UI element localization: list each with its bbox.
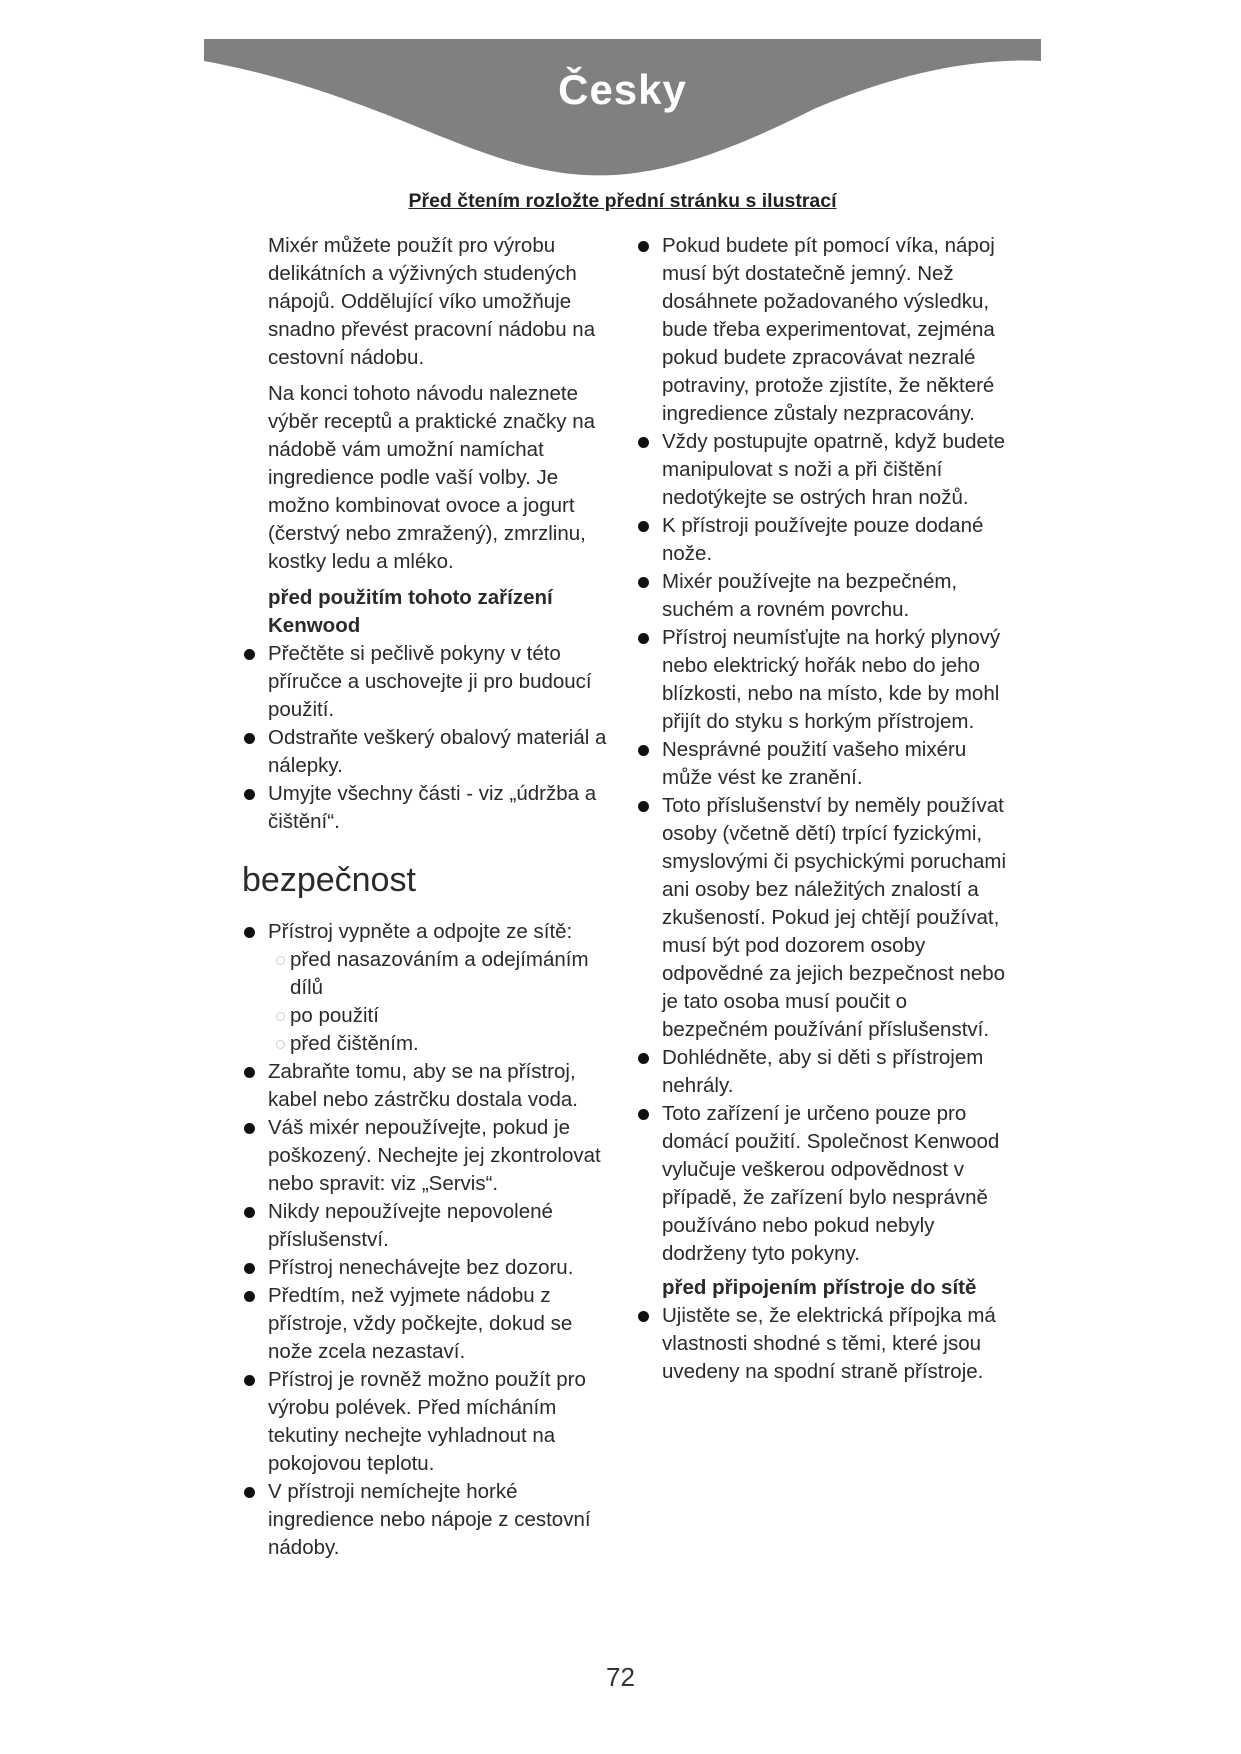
list-item: Toto příslušenství by neměly používat osoby (včetně dětí) trpící fyzickými, smyslovými či psychickými poruchami ani osoby bez náležitých znalostí a zkušeností. Pokud jej chtějí používat, musí být pod dozorem osoby odpovědné za jejich bezpečnost nebo je tato osoba musí poučit o bezpečném používání příslušenství. (662, 792, 1017, 1044)
list-item: Umyjte všechny části - viz „údržba a čištění“. (268, 780, 618, 836)
list-item: Mixér používejte na bezpečném, suchém a rovném povrchu. (662, 568, 1017, 624)
intro-paragraph: Mixér můžete použít pro výrobu delikátních a výživných studených nápojů. Oddělující víko umožňuje snadno převést pracovní nádobu na cestovní nádobu. (268, 234, 596, 369)
list-item: V přístroji nemíchejte horké ingredience nebo nápoje z cestovní nádoby. (268, 1478, 618, 1562)
list-item: Zabraňte tomu, aby se na přístroj, kabel nebo zástrčku dostala voda. (268, 1058, 618, 1114)
before-use-list (268, 640, 618, 836)
list-item: Ujistěte se, že elektrická přípojka má vlastnosti shodné s těmi, které jsou uvedeny na spodní straně přístroje. (662, 1302, 1017, 1386)
sub-list-item: před nasazováním a odejímáním dílů (290, 946, 618, 1002)
list-item: Pokud budete pít pomocí víka, nápoj musí být dostatečně jemný. Než dosáhnete požadovaného výsledku, bude třeba experimentovat, zejména pokud budete zpracovávat nezralé potraviny, protože zjistíte, že některé ingredience zůstaly nezpracovány. (662, 232, 1017, 428)
list-item: K přístroji používejte pouze dodané nože. (662, 512, 1017, 568)
list-item: Přístroj neumísťujte na horký plynový nebo elektrický hořák nebo do jeho blízkosti, nebo na místo, kde by mohl přijít do styku s horkým přístrojem. (662, 624, 1017, 736)
list-item: Předtím, než vyjmete nádobu z přístroje, vždy počkejte, dokud se nože zcela nezastaví. (268, 1282, 618, 1366)
list-item: Přístroj je rovněž možno použít pro výrobu polévek. Před mícháním tekutiny nechejte vyhladnout na pokojovou teplotu. (268, 1366, 618, 1478)
list-item: Toto zařízení je určeno pouze pro domácí použití. Společnost Kenwood vylučuje veškerou odpovědnost v případě, že zařízení bylo nesprávně používáno nebo pokud nebyly dodrženy tyto pokyny. (662, 1100, 1017, 1268)
safety-section-title: bezpečnost (242, 861, 416, 899)
safety-list-left (268, 918, 618, 1562)
list-item: Přečtěte si pečlivě pokyny v této příručce a uschovejte ji pro budoucí použití. (268, 640, 618, 724)
sub-list-item: před čištěním. (290, 1030, 618, 1058)
intro-note: Před čtením rozložte přední stránku s ilustrací (408, 190, 837, 212)
list-item: Nikdy nepoužívejte nepovolené příslušenství. (268, 1198, 618, 1254)
language-title: Česky (558, 66, 687, 113)
list-item: Nesprávné použití vašeho mixéru může vést ke zranění. (662, 736, 1017, 792)
list-item-text: Přístroj vypněte a odpojte ze sítě: (268, 920, 573, 943)
list-item: Dohlédněte, aby si děti s přístrojem nehrály. (662, 1044, 1017, 1100)
connect-heading: před připojením přístroje do sítě (662, 1276, 977, 1299)
connect-list (662, 1302, 1017, 1386)
before-use-heading: před použitím tohoto zařízení Kenwood (268, 586, 553, 637)
intro-paragraph: Na konci tohoto návodu naleznete výběr receptů a praktické značky na nádobě vám umožní namíchat ingredience podle vaší volby. Je možno kombinovat ovoce a jogurt (čerstvý nebo zmražený), zmrzlinu, kostky ledu a mléko. (268, 382, 596, 573)
left-column (242, 232, 618, 1562)
page-number: 72 (606, 1662, 635, 1692)
list-item: Váš mixér nepoužívejte, pokud je poškozený. Nechejte jej zkontrolovat nebo spravit: viz „Servis“. (268, 1114, 618, 1198)
right-column (662, 232, 1017, 1386)
list-item: Vždy postupujte opatrně, když budete manipulovat s noži a při čištění nedotýkejte se ostrých hran nožů. (662, 428, 1017, 512)
sub-list-item: po použití (290, 1002, 618, 1030)
list-item: Odstraňte veškerý obalový materiál a nálepky. (268, 724, 618, 780)
sub-list (268, 946, 618, 1058)
list-item: Přístroj nenechávejte bez dozoru. (268, 1254, 618, 1282)
safety-list-right (662, 232, 1017, 1268)
list-item (268, 918, 618, 1058)
